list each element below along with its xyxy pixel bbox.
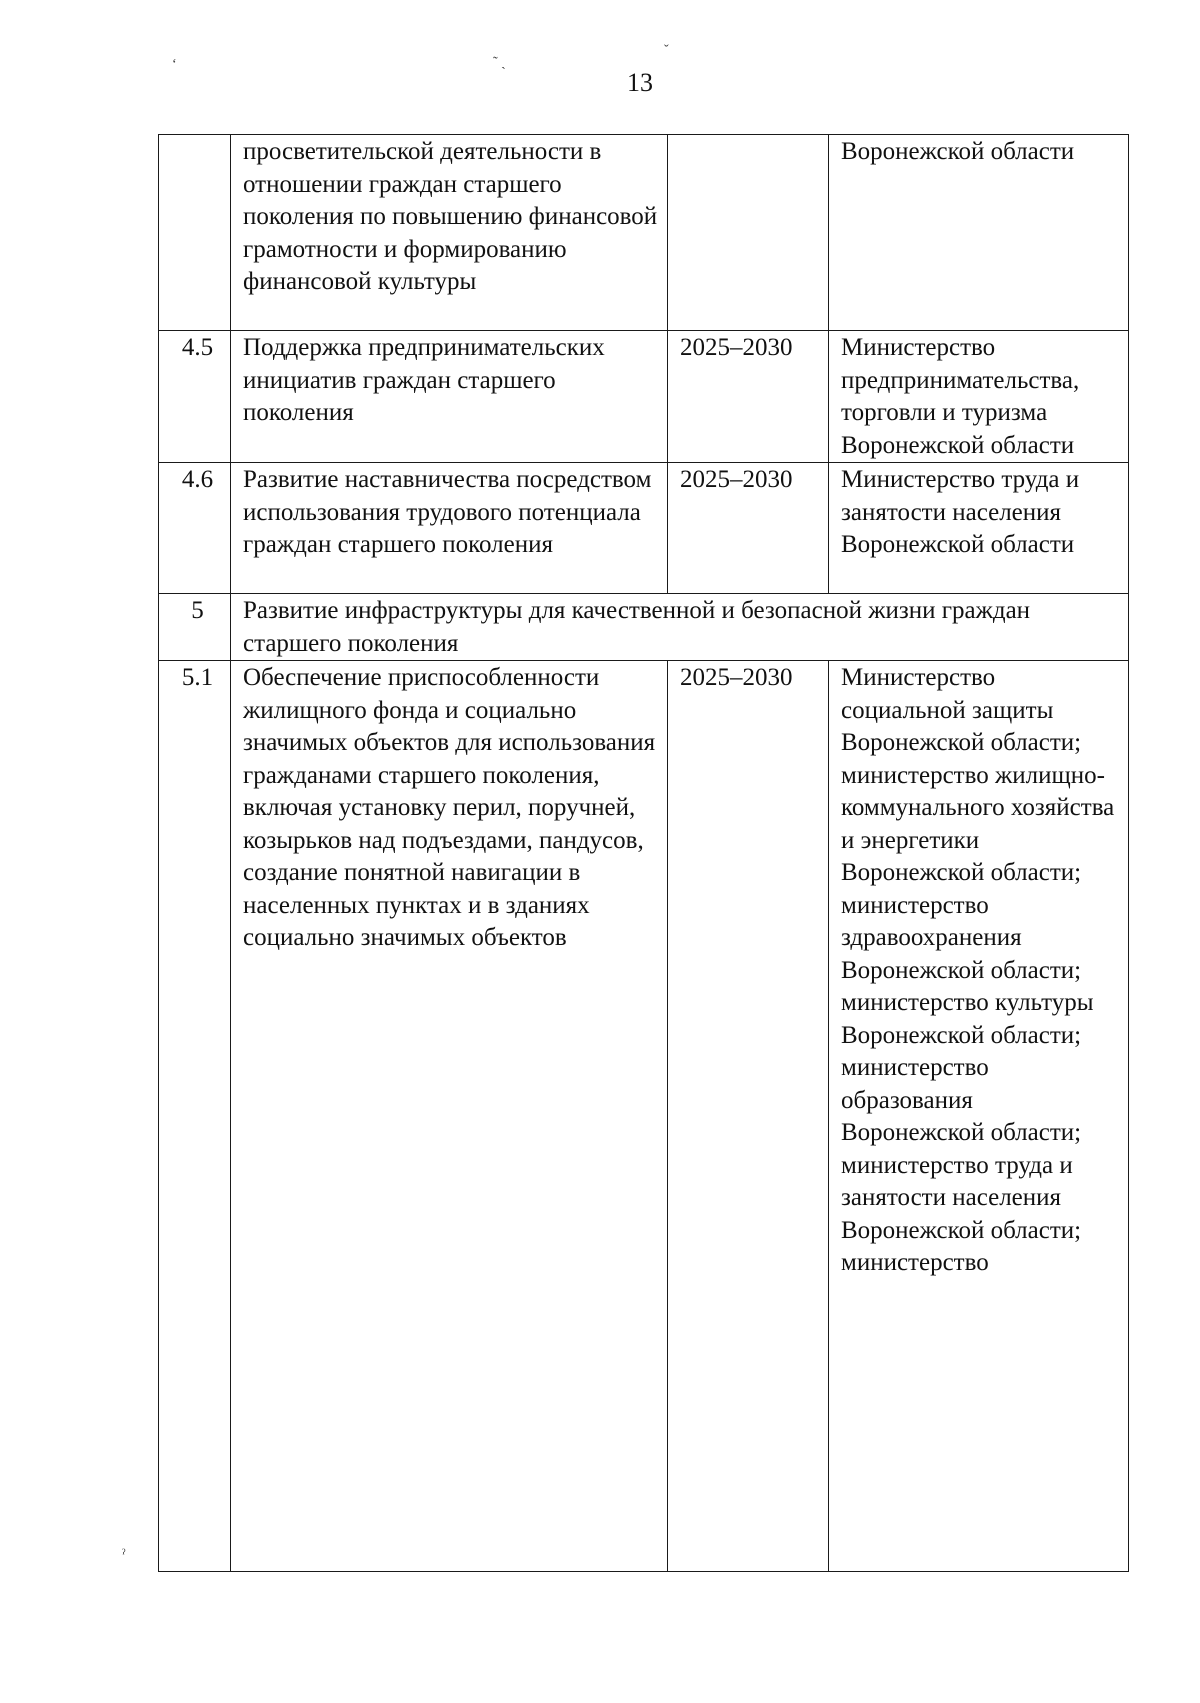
period-cell: 2025–2030: [668, 463, 829, 594]
section-row: [159, 594, 1129, 661]
period-cell: 2025–2030: [668, 331, 829, 463]
activity-cell: просветительской деятельности в отношении граждан старшего поколения по повышению финансовой грамотности и формированию финансовой культуры: [231, 135, 668, 331]
page-number: 13: [627, 68, 653, 97]
responsible-cell: Воронежской области: [829, 135, 1129, 331]
activity-plan-table: [158, 134, 1129, 1572]
scan-speck: ‘: [172, 57, 177, 72]
row-number: 5.1: [159, 661, 231, 1572]
table-row: [159, 331, 1129, 463]
period-cell: 2025–2030: [668, 661, 829, 1572]
activity-cell: Обеспечение приспособленности жилищного фонда и социально значимых объектов для использования гражданами старшего поколения, включая установку перил, поручней, козырьков над подъездами, пандусов, создание понятной навигации в населенных пунктах и в зданиях социально значимых объектов: [231, 661, 668, 1572]
scan-speck: ˜ ˎ: [493, 55, 506, 70]
table-row: [159, 463, 1129, 594]
row-number: 4.6: [159, 463, 231, 594]
row-number: 4.5: [159, 331, 231, 463]
scan-speck: ˇ: [664, 43, 669, 58]
responsible-cell: Министерство социальной защиты Воронежской области; министерство жилищно-коммунального хозяйства и энергетики Воронежской области; министерство здравоохранения Воронежской области; министерство культуры Воронежской области; министерство образования Воронежской области; министерство труда и занятости населения Воронежской области; министерство: [829, 661, 1129, 1572]
row-number: [159, 135, 231, 331]
row-number: 5: [159, 594, 231, 661]
period-cell: [668, 135, 829, 331]
responsible-cell: Министерство труда и занятости населения Воронежской области: [829, 463, 1129, 594]
activity-cell: Поддержка предпринимательских инициатив граждан старшего поколения: [231, 331, 668, 463]
scan-speck: ˀ: [122, 1547, 126, 1562]
table-row: [159, 135, 1129, 331]
activity-cell: Развитие наставничества посредством использования трудового потенциала граждан старшего поколения: [231, 463, 668, 594]
section-title-cell: Развитие инфраструктуры для качественной и безопасной жизни граждан старшего поколения: [231, 594, 1129, 661]
table-row: [159, 661, 1129, 1572]
responsible-cell: Министерство предпринимательства, торговли и туризма Воронежской области: [829, 331, 1129, 463]
